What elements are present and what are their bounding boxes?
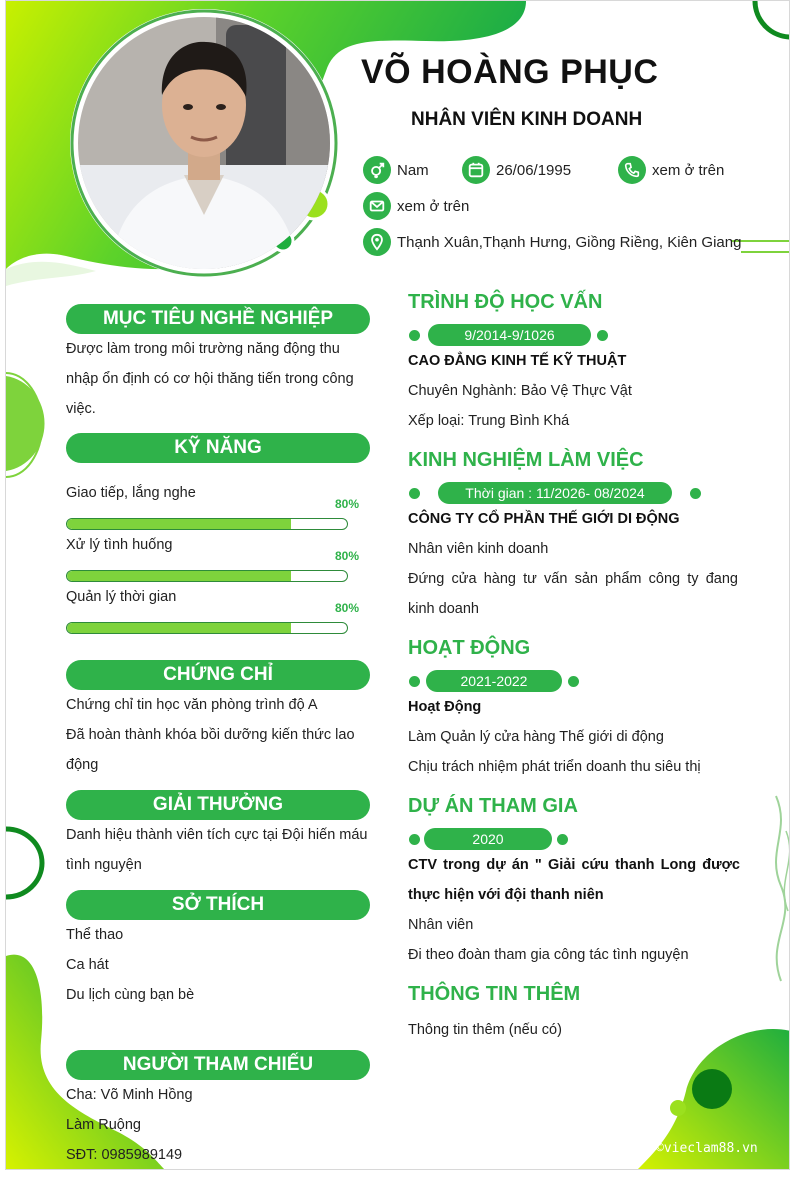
candidate-name: VÕ HOÀNG PHỤC	[361, 53, 659, 91]
projects-heading: DỰ ÁN THAM GIA	[408, 795, 578, 817]
phone-icon	[618, 156, 646, 184]
certificate-item: Đã hoàn thành khóa bồi dưỡng kiến thức lao động	[66, 727, 355, 773]
brand-watermark: ©vieclam88.vn	[656, 1141, 758, 1156]
hobby-item: Ca hát	[66, 957, 109, 973]
gender-value: Nam	[397, 161, 429, 179]
project-heading-text: CTV trong dự án " Giải cứu thanh Long được thực hiện với đội thanh niên	[408, 857, 740, 903]
timeline-dot	[557, 834, 568, 845]
phone-value: xem ở trên	[652, 161, 725, 179]
email-icon	[363, 192, 391, 220]
projects-period: 2020	[424, 828, 552, 850]
phone-info	[618, 156, 724, 184]
timeline-dot	[409, 330, 420, 341]
birthday-info	[462, 156, 571, 184]
email-info	[363, 192, 469, 220]
location-icon	[363, 228, 391, 256]
experience-heading: KINH NGHIỆM LÀM VIỆC	[408, 449, 644, 471]
address-value: Thạnh Xuân,Thạnh Hưng, Giồng Riềng, Kiên Giang	[397, 233, 742, 251]
cv-page	[5, 0, 790, 1170]
education-major: Chuyên Nghành: Bảo Vệ Thực Vật	[408, 383, 632, 399]
skill-percent: 80%	[335, 601, 360, 615]
timeline-dot	[568, 676, 579, 687]
additional-heading: THÔNG TIN THÊM	[408, 983, 581, 1005]
education-heading: TRÌNH ĐỘ HỌC VẤN	[408, 291, 603, 313]
skill-name: Quản lý thời gian	[66, 589, 177, 605]
objective-heading: MỤC TIÊU NGHỀ NGHIỆP	[66, 304, 370, 334]
skill-bar	[66, 518, 348, 530]
project-description: Đi theo đoàn tham gia công tác tình nguyện	[408, 947, 689, 963]
hobbies-heading: SỞ THÍCH	[66, 890, 370, 920]
skill-bar-fill	[67, 623, 291, 633]
awards-heading: GIẢI THƯỞNG	[66, 790, 370, 820]
experience-description: Đứng cửa hàng tư vấn sản phẩm công ty đang kinh doanh	[408, 571, 738, 617]
job-title: NHÂN VIÊN KINH DOANH	[411, 109, 643, 130]
skill-bar-fill	[67, 519, 291, 529]
skill-bar	[66, 570, 348, 582]
experience-company: CÔNG TY CỔ PHẦN THẾ GIỚI DI ĐỘNG	[408, 511, 680, 527]
experience-period: Thời gian : 11/2026- 08/2024	[438, 482, 672, 504]
email-value: xem ở trên	[397, 197, 470, 215]
hobby-item: Thể thao	[66, 927, 124, 943]
timeline-dot	[409, 676, 420, 687]
timeline-dot	[597, 330, 608, 341]
gender-info	[363, 156, 429, 184]
activities-heading-text: Hoạt Động	[408, 699, 482, 715]
reference-line: Cha: Võ Minh Hồng	[66, 1087, 193, 1103]
education-rank: Xếp loại: Trung Bình Khá	[408, 413, 570, 429]
skill-name: Xử lý tình huống	[66, 537, 173, 553]
activities-heading: HOẠT ĐỘNG	[408, 637, 531, 659]
timeline-dot	[690, 488, 701, 499]
certificates-heading: CHỨNG CHỈ	[66, 660, 370, 690]
activities-line: Chịu trách nhiệm phát triển doanh thu siêu thị	[408, 759, 701, 775]
activities-period: 2021-2022	[426, 670, 562, 692]
education-period: 9/2014-9/1026	[428, 324, 591, 346]
objective-text: Được làm trong môi trường năng động thu nhập ổn định có cơ hội thăng tiến trong công việc.	[66, 341, 354, 417]
reference-line: Làm Ruộng	[66, 1117, 141, 1133]
skills-heading: KỸ NĂNG	[66, 433, 370, 463]
activities-line: Làm Quản lý cửa hàng Thế giới di động	[408, 729, 664, 745]
birthday-value: 26/06/1995	[496, 161, 572, 179]
reference-line: SĐT: 0985989149	[66, 1147, 183, 1163]
address-info	[363, 228, 741, 256]
avatar	[76, 15, 332, 271]
skill-percent: 80%	[335, 497, 360, 511]
gender-icon	[363, 156, 391, 184]
experience-position: Nhân viên kinh doanh	[408, 541, 549, 557]
hobby-item: Du lịch cùng bạn bè	[66, 987, 195, 1003]
skill-bar-fill	[67, 571, 291, 581]
references-heading: NGƯỜI THAM CHIẾU	[66, 1050, 370, 1080]
project-role: Nhân viên	[408, 917, 474, 933]
skill-bar	[66, 622, 348, 634]
awards-text: Danh hiệu thành viên tích cực tại Đội hiến máu tình nguyện	[66, 827, 368, 873]
calendar-icon	[462, 156, 490, 184]
timeline-dot	[409, 834, 420, 845]
skill-name: Giao tiếp, lắng nghe	[66, 485, 196, 501]
education-school: CAO ĐẲNG KINH TẾ KỸ THUẬT	[408, 353, 627, 369]
certificate-item: Chứng chỉ tin học văn phòng trình độ A	[66, 697, 318, 713]
timeline-dot	[409, 488, 420, 499]
skill-percent: 80%	[335, 549, 360, 563]
additional-text: Thông tin thêm (nếu có)	[408, 1022, 562, 1038]
